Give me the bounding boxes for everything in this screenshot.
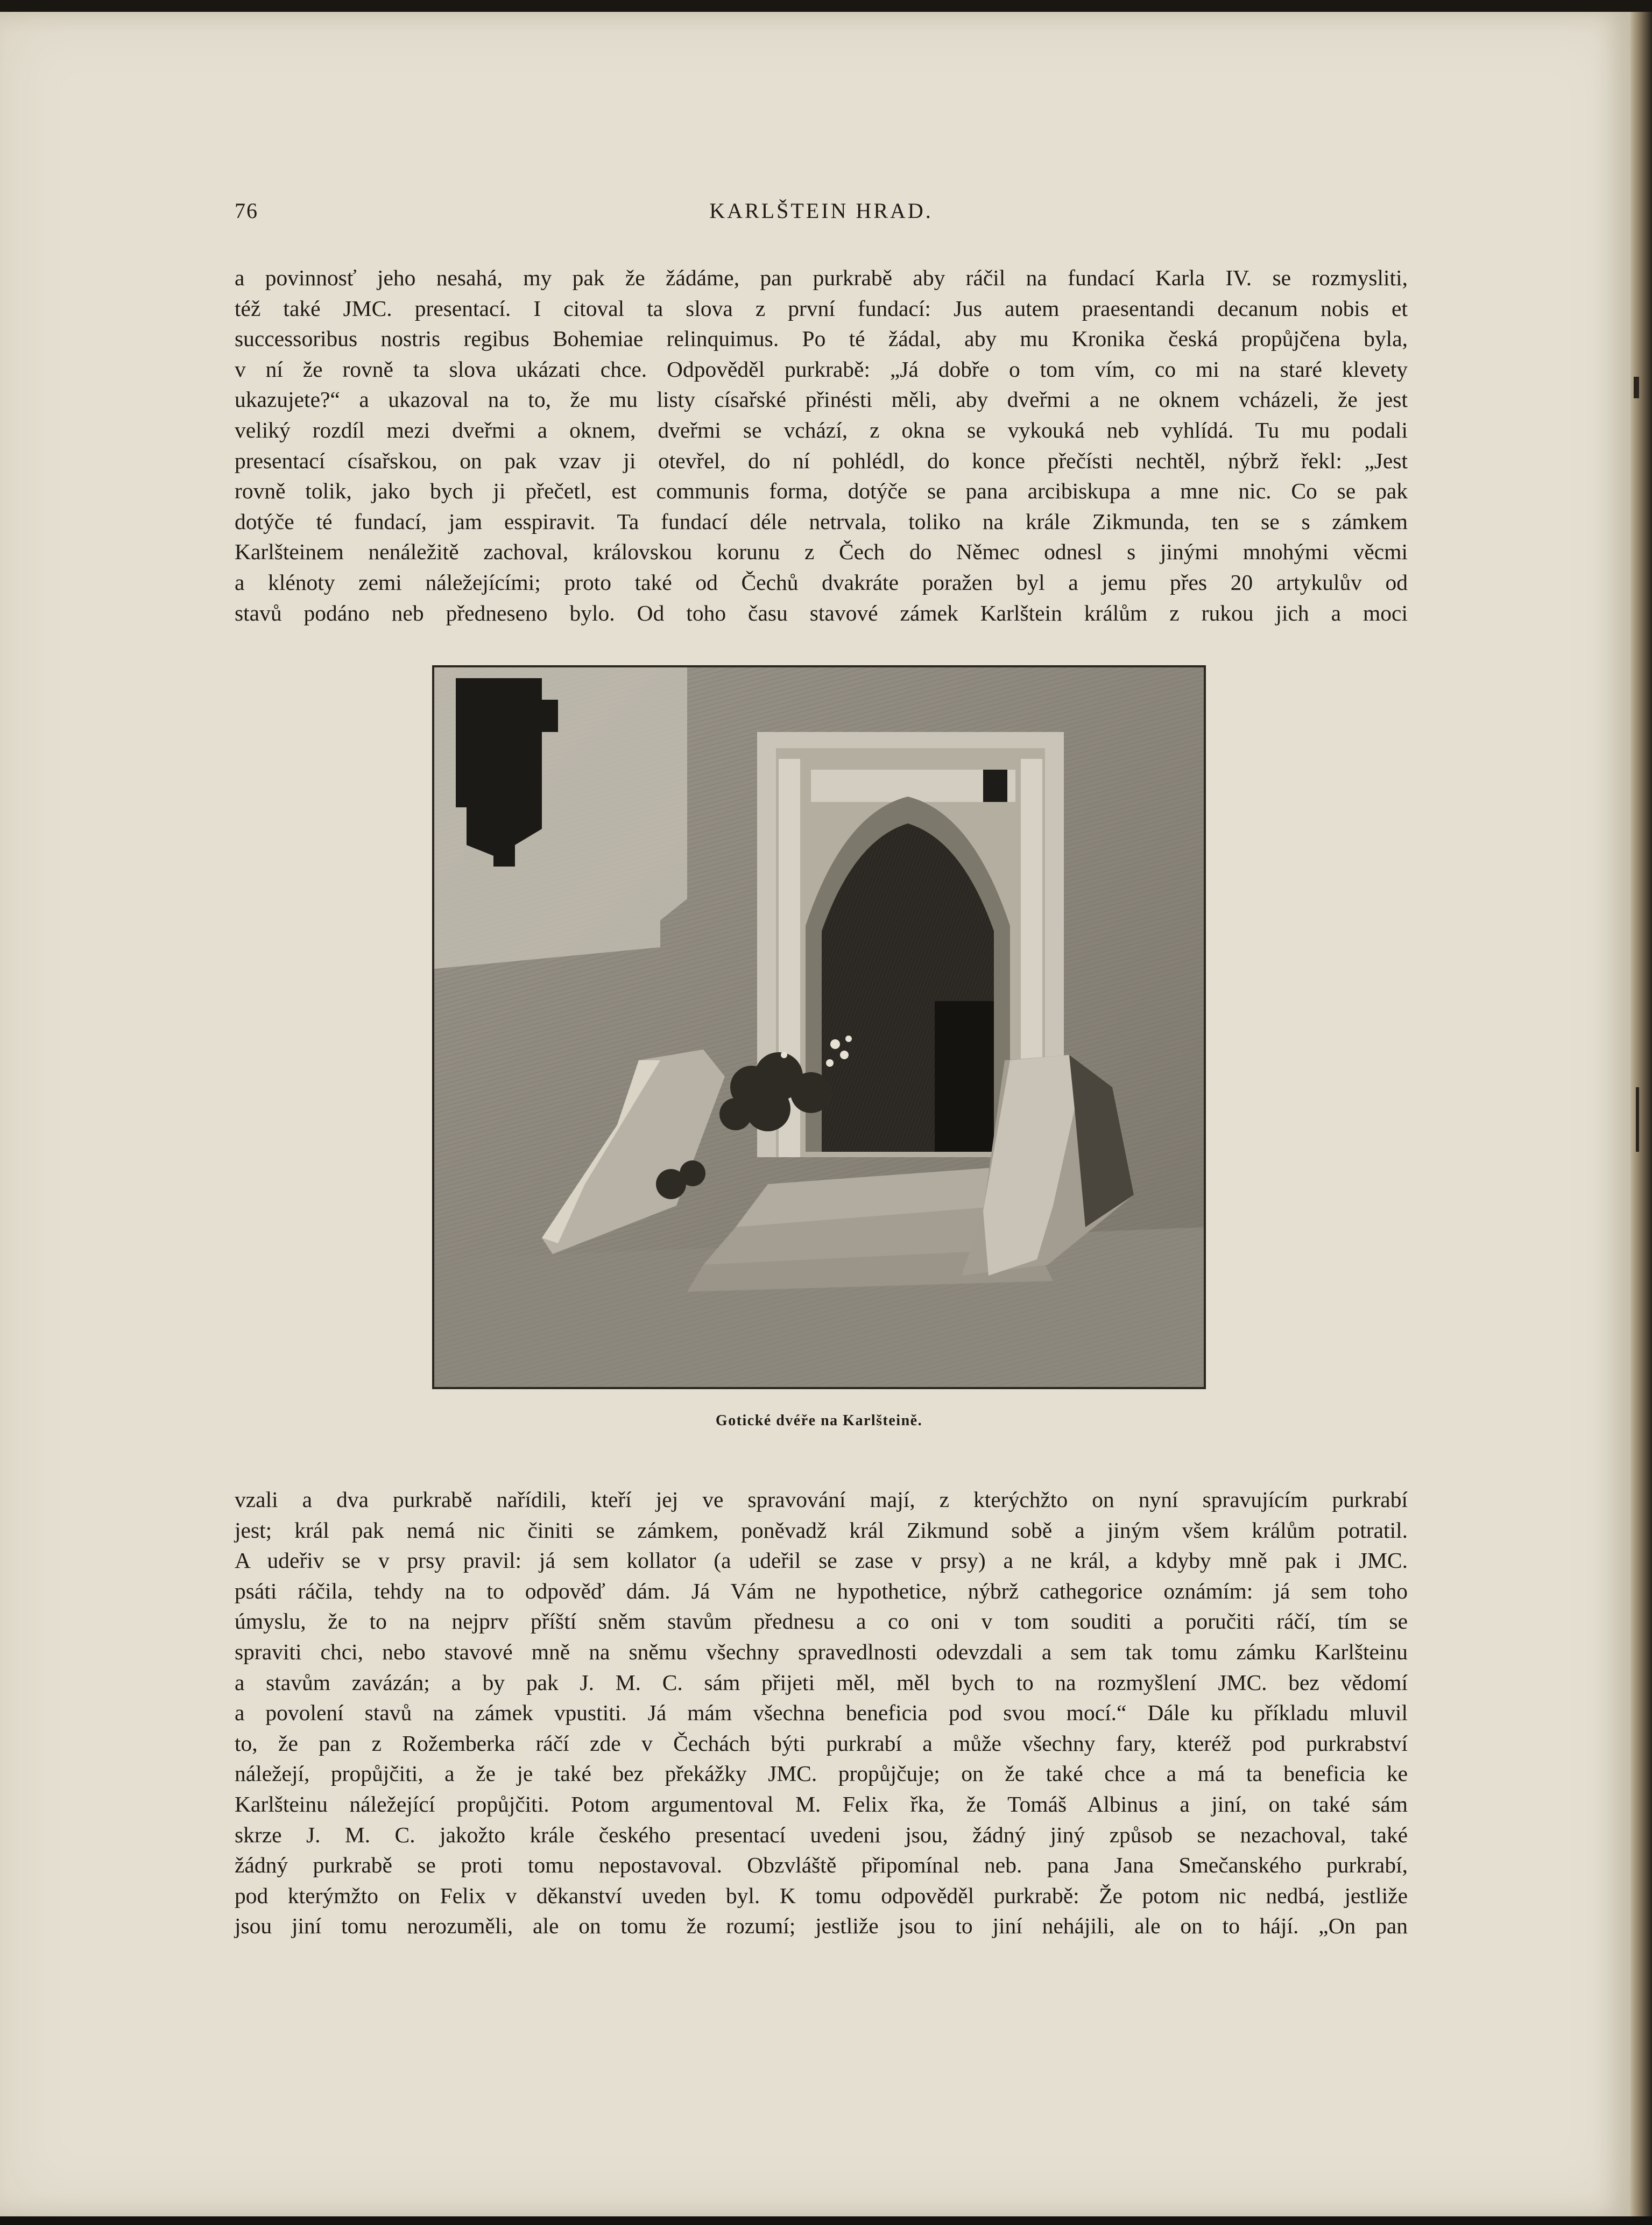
text-line: rovně tolik, jako bych ji přečetl, est communis forma, dotýče se pana arcibiskupa a mne nic. Co se pak: [235, 478, 1408, 504]
text-line: successoribus nostris regibus Bohemiae relinquimus. Po té žádal, aby mu Kronika česká propůjčena byla,: [235, 326, 1408, 351]
text-line: Karlšteinem nenáležitě zachoval, královskou korunu z Čech do Němec odnesl s jinými mnohými věcmi: [235, 539, 1408, 565]
text-line: a povinnosť jeho nesahá, my pak že žádáme, pan purkrabě aby ráčil na fundací Karla IV. se rozmysliti,: [235, 265, 1408, 290]
text-line: dotýče té fundací, jam esspiravit. Ta fundací déle netrvala, toliko na krále Zikmunda, ten se s zámkem: [235, 509, 1408, 534]
text-line: stavů podáno neb předneseno bylo. Od toho času stavové zámek Karlštein králům z rukou jich a moci: [235, 600, 1408, 625]
paragraph-bottom: [235, 1484, 1408, 1941]
text-line: spraviti chci, nebo stavové mně na sněmu všechny spravedlnosti odevzdali a sem tak tomu zámku Karlšteinu: [235, 1639, 1408, 1664]
edge-mark: [1634, 377, 1639, 398]
text-line: náležejí, propůjčiti, a že je také bez překážky JMC. propůjčuje; on že také chce a má ta beneficia ke: [235, 1761, 1408, 1786]
text-line: A udeřiv se v prsy pravil: já sem kollator (a udeřil se zase v prsy) a ne král, a kdyby mně pak i JMC.: [235, 1548, 1408, 1573]
page-header: [235, 198, 1408, 230]
text-line: též také JMC. presentací. I citoval ta slova z první fundací: Jus autem praesentandi decanum nobis et: [235, 295, 1408, 321]
running-title: KARLŠTEIN HRAD.: [709, 199, 933, 223]
text-line: Karlšteinu náležející propůjčiti. Potom argumentoval M. Felix řka, že Tomáš Albinus a jiní, on také sám: [235, 1791, 1408, 1816]
text-line: ukazujete?“ a ukazoval na to, že mu listy císařské přinésti měli, aby dveřmi a ne oknem vcházeli, že jest: [235, 387, 1408, 412]
text-line: to, že pan z Rožemberka ráčí zde v Čechách býti purkrabí a může všechny fary, kteréž pod purkrabství: [235, 1730, 1408, 1756]
text-line: jsou jiní tomu nerozuměli, ale on tomu že rozumí; jestliže jsou to jiní nehájili, ale on to hájí. „On pan: [235, 1913, 1408, 1939]
edge-mark: [1636, 1087, 1639, 1152]
text-line: a stavům zavázán; a by pak J. M. C. sám přijeti měl, měl bych to na rozmyšlení JMC. bez vědomí: [235, 1670, 1408, 1695]
engraving: [434, 667, 1204, 1387]
figure-caption: Gotické dvéře na Karlšteině.: [715, 1412, 923, 1429]
text-line: jest; král pak nemá nic činiti se zámkem, poněvadž král Zikmund sobě a jiným všem králům potratil.: [235, 1517, 1408, 1543]
text-line: v ní že rovně ta slova ukázati chce. Odpověděl purkrabě: „Já dobře o tom vím, co mi na staré klevety: [235, 356, 1408, 382]
text-line: skrze J. M. C. jakožto krále českého presentací uvedeni jsou, žádný jiný způsob se nezachoval, také: [235, 1822, 1408, 1847]
scan-border: [0, 2216, 1652, 2225]
text-line: a povolení stavů na zámek vpustiti. Já mám všechna beneficia pod svou mocí.“ Dále ku příkladu mluvil: [235, 1700, 1408, 1726]
text-line: psáti ráčila, tehdy na to odpověď dám. Já Vám ne hypothetice, nýbrž cathegorice oznámím: já sem toho: [235, 1578, 1408, 1603]
text-line: žádný purkrabě se proti tomu nepostavoval. Obzvláště připomínal neb. pana Jana Smečanského purkrabí,: [235, 1853, 1408, 1878]
text-line: pod kterýmžto on Felix v děkanství uveden byl. K tomu odpověděl purkrabě: Že potom nic nedbá, jestliže: [235, 1883, 1408, 1908]
paragraph-top: [235, 263, 1408, 628]
gothic-door-illustration: [432, 665, 1206, 1389]
page-edge: [1630, 12, 1652, 2216]
page-number: 76: [235, 199, 258, 223]
text-line: veliký rozdíl mezi dveřmi a oknem, dveřmi se vchází, z okna se vykouká neb vyhlídá. Tu mu podali: [235, 417, 1408, 442]
text-line: a klénoty zemi náležejícími; proto také od Čechů dvakráte poražen byl a jemu přes 20 artykulův od: [235, 569, 1408, 595]
text-line: úmyslu, že to na nejprv příští sněm stavům přednesu a co oni v tom souditi a poručiti ráčí, tím se: [235, 1609, 1408, 1634]
text-line: presentací císařskou, on pak vzav ji otevřel, do ní pohlédl, do konce přečísti nechtěl, nýbrž řekl: „Jest: [235, 448, 1408, 473]
text-line: vzali a dva purkrabě nařídili, kteří jej ve spravování mají, z kterýchžto on nyní spravujícím purkrabí: [235, 1487, 1408, 1512]
